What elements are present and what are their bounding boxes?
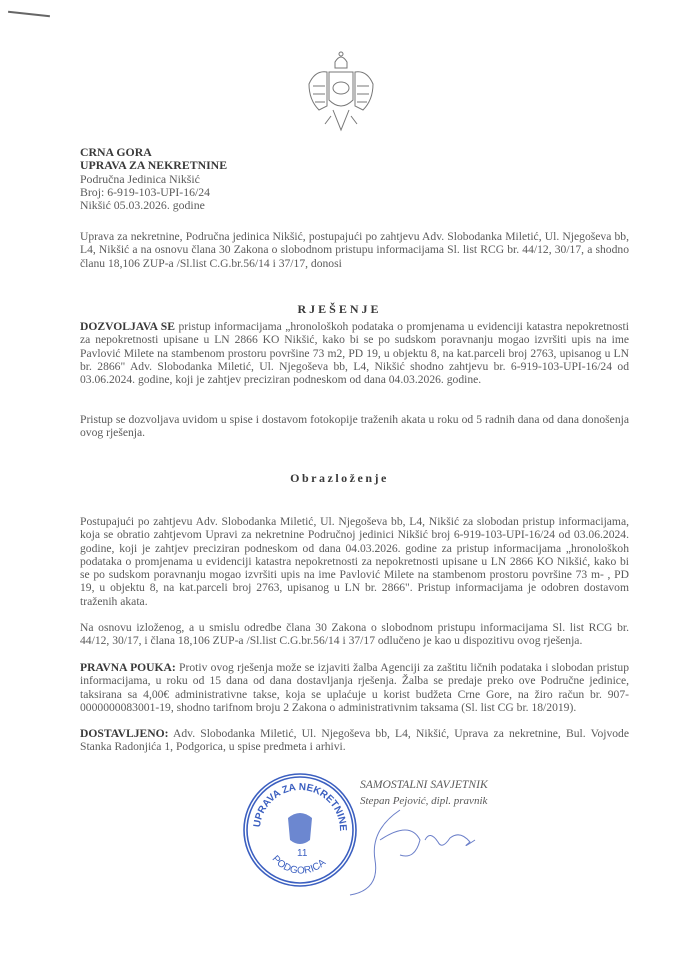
legal-remedy-text: Protiv ovog rješenja može se izjaviti žalba Agenciji za zaštitu ličnih podataka i slobodan pristup informacijama, u roku od 15 dana od dana dostavljanja rješenja. Žalba se predaje preko ove Područne jedinice, taksirana sa 4,00€ administrativne takse, koja se uplaćuje u korist budžeta Crne Gore, na žiro račun br. 907-0000000083001-19, shodno tarifnom broju 2 Zakona o administrativnim taksama (Sl. list CG br. 18/2019). [80,661,629,714]
coat-of-arms-emblem [305,50,377,136]
decision-text: pristup informacijama „hronološkoh podataka o promjenama u evidenciji katastra nepokretnosti za nepokretnosti upisane u LN 2866 KO Nikšić, kako bi se po sudskom poravnanju mogao izvršiti upis na ime Pavlović Milete na stambenom prostoru površine 73 m2, PD 19, u objektu 8, na kat.parceli broj 2763, upisanog u LN br. 2866" Adv. Slobodanka Miletić, Ul. Njegoševa bb, L4, Nikšić shodno zahtjevu br. 6-919-103-UPI-16/24 od 03.06.2024. godine, koji je zahtjev preciziran podneskom od dana 04.03.2026. godine. [80,320,629,387]
signatory-name: Stepan Pejović, dipl. pravnik [360,795,488,807]
decision-access-paragraph: Pristup se dozvoljava uvidom u spise i dostavom fotokopije traženih akata u roku od 5 radnih dana od dana donošenja ovog rješenja. [80,413,629,440]
reasoning-paragraph-2: Na osnovu izloženog, a u smislu odredbe člana 30 Zakona o slobodnom pristupu informacijama Sl. list RCG br. 44/12, 30/17, i člana 18,106 ZUP-a /Sl.list C.G.br.56/14 i 37/17 odlučeno je kao u dispozitivu ovog rješenja. [80,621,629,648]
svg-text:PODGORICA: PODGORICA [269,853,329,877]
authority-name: UPRAVA ZA NEKRETNINE [80,158,228,173]
country-name: CRNA GORA [80,145,152,159]
delivered-text: Adv. Slobodanka Miletić, Ul. Njegoševa bb, L4, Nikšić, Uprava za nekretnine, Bul. Vojvode Stanka Radonjića 1, Podgorica, u spise predmeta i arhivi. [80,727,629,754]
document-number: Broj: 6-919-103-UPI-16/24 [80,184,211,199]
signatory-title: SAMOSTALNI SAVJETNIK [360,778,488,791]
svg-text:11: 11 [297,848,308,859]
legal-remedy-lead: PRAVNA POUKA: [80,661,176,674]
handwritten-signature [330,800,490,900]
reasoning-paragraph-1: Postupajući po zahtjevu Adv. Slobodanka Miletić, Ul. Njegoševa bb, L4, Nikšić za slobodan pristup informacijama, koja se obratio zahtjevom Upravi za nekretnine Područnoj jedinici Nikšić broj 6-919-103-UPI-16/24 od 03.06.2024. godine, koji je zahtjev preciziran podneskom od dana 04.03.2026. godine za pristup informacijama „hronološkoh podataka o promjenama u evidenciji katastra nepokretnosti za nepokretnosti upisane u LN 2866 KO Nikšić, kako bi se po sudskom poravnanju mogao izvršiti upis na ime Pavlović Milete na stambenom prostoru površine 73 m- , PD 19, u objektu 8, na kat.parceli broj 2763, upisanog u LN br. 2866". Pristup informacijama je odobren dostavom traženih akata. [80,515,629,608]
intro-paragraph: Uprava za nekretnine, Područna jedinica Nikšić, postupajući po zahtjevu Adv. Slobodanka Miletić, Ul. Njegoševa bb, L4, Nikšić a na osnovu člana 30 Zakona o slobodnom pristupu informacijama Sl. list RCG br. 44/12, 30/17, a shodno članu 18,106 ZUP-a /Sl.list C.G.br.56/14 i 37/17, donosi [80,230,629,270]
reasoning-heading: Obrazloženje [290,471,389,485]
legal-remedy-paragraph [80,661,629,714]
decision-lead: DOZVOLJAVA SE [80,320,175,333]
place-date: Nikšić 05.03.2026. godine [80,198,205,213]
pen-mark [8,11,50,17]
decision-heading: RJEŠENJE [297,302,382,316]
svg-text:UPRAVA ZA NEKRETNINE: UPRAVA ZA NEKRETNINE [252,781,349,832]
unit-name: Područna Jedinica Nikšić [80,171,200,186]
delivered-lead: DOSTAVLJENO: [80,727,169,740]
decision-paragraph [80,320,629,386]
delivered-paragraph [80,727,629,754]
letterhead [80,146,227,212]
